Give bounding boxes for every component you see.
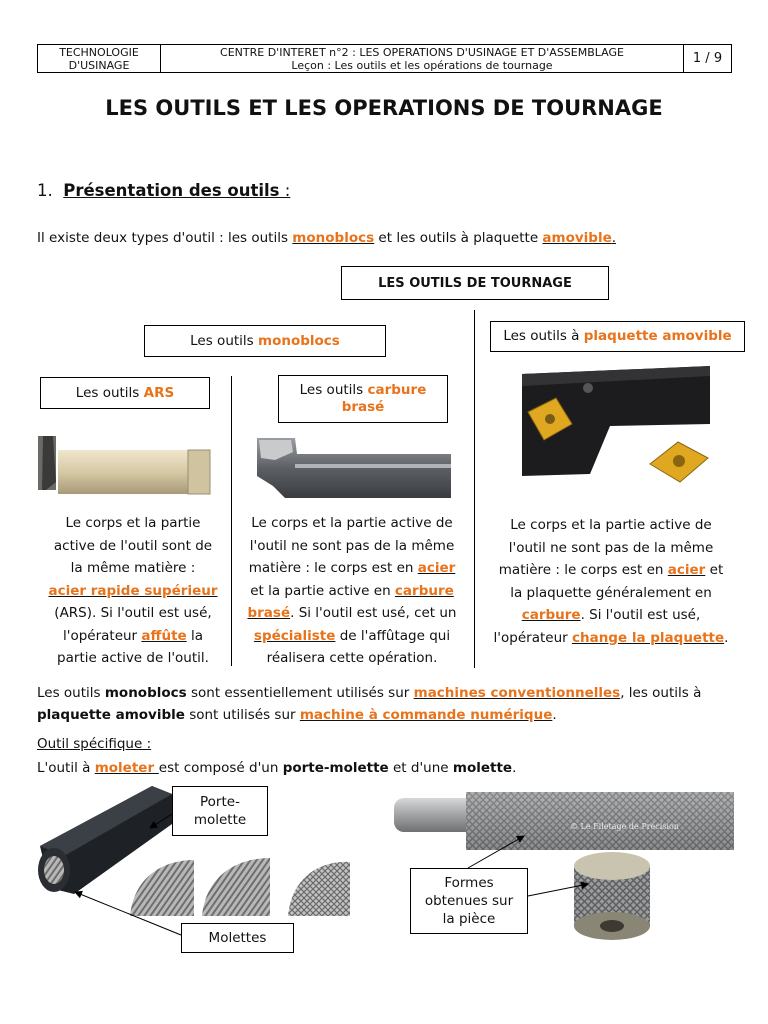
carbure-tool-image bbox=[255, 436, 453, 500]
carbure-keyword-carbure: carbure bbox=[394, 582, 454, 599]
ars-line7: partie active de l'outil. bbox=[57, 650, 209, 666]
image-watermark: © Le Filetage de Précision bbox=[570, 822, 679, 831]
box-carbure-pre: Les outils bbox=[299, 382, 368, 398]
plaquette-keyword-carbure: carbure bbox=[521, 607, 581, 623]
plaquette-keyword-acier: acier bbox=[667, 562, 706, 578]
header-subject bbox=[38, 45, 161, 72]
ars-keyword-affute: affûte bbox=[141, 627, 187, 644]
ars-line3: la même matière : bbox=[70, 560, 196, 576]
page-title: LES OUTILS ET LES OPERATIONS DE TOURNAGE bbox=[105, 96, 663, 120]
carbure-line2: l'outil ne sont pas de la même bbox=[249, 537, 455, 554]
intro-keyword-monoblocs: monoblocs bbox=[292, 230, 375, 246]
summary-t4: sont utilisés sur bbox=[184, 707, 300, 723]
carbure-line3a: matière : le corps est en bbox=[248, 560, 418, 576]
plaquette-keyword-change: change la plaquette bbox=[571, 629, 725, 646]
paragraph-ars bbox=[38, 512, 228, 670]
label-porte-line2: molette bbox=[193, 812, 247, 828]
intro-t3: . bbox=[611, 230, 617, 246]
box-plaquette-pre: Les outils à bbox=[503, 328, 580, 344]
box-outils-ars bbox=[40, 377, 210, 409]
label-porte-line1: Porte- bbox=[200, 794, 240, 810]
plaquette-line3a: matière : le corps est en bbox=[498, 562, 668, 578]
os-t4: . bbox=[512, 760, 517, 776]
ars-line1: Le corps et la partie bbox=[65, 515, 201, 531]
box-outils-tournage: LES OUTILS DE TOURNAGE bbox=[341, 266, 609, 300]
plaquette-line1: Le corps et la partie active de bbox=[510, 517, 712, 533]
header-page-number bbox=[684, 45, 731, 72]
plaquette-line6b: . bbox=[724, 629, 729, 646]
label-formes-line2: obtenues sur bbox=[424, 893, 514, 909]
page-number: 1 / 9 bbox=[692, 51, 723, 66]
header-center-line1: CENTRE D'INTERET n°2 : LES OPERATIONS D'USINAGE ET D'ASSEMBLAGE bbox=[220, 45, 624, 59]
ars-line5: (ARS). Si l'outil est usé, bbox=[54, 605, 212, 621]
ars-keyword-acier-rapide: acier rapide supérieur bbox=[48, 582, 218, 599]
plaquette-line3b: et bbox=[705, 562, 724, 578]
summary-bold-plaquette: plaquette amovible bbox=[37, 707, 185, 723]
summary-t5: . bbox=[552, 707, 557, 723]
os-t1: L'outil à bbox=[37, 760, 95, 776]
carbure-keyword-specialiste: spécialiste bbox=[253, 627, 336, 644]
outil-specifique-heading: Outil spécifique : bbox=[37, 736, 152, 752]
ars-line2: active de l'outil sont de bbox=[53, 537, 213, 554]
summary-t1: Les outils bbox=[37, 685, 105, 701]
label-molettes: Molettes bbox=[181, 923, 294, 953]
header-table bbox=[37, 44, 732, 73]
carbure-line1: Le corps et la partie active de bbox=[251, 515, 453, 531]
ars-line6b: la bbox=[186, 627, 204, 644]
box-ars-key: ARS bbox=[143, 384, 175, 401]
os-bold-molette: molette bbox=[452, 760, 513, 776]
section-colon: : bbox=[279, 181, 291, 200]
plaquette-line6a: l'opérateur bbox=[493, 629, 572, 646]
header-subject-line2: D'USINAGE bbox=[68, 58, 130, 72]
header-subject-line1: TECHNOLOGIE bbox=[59, 45, 139, 59]
os-bold-porte-molette: porte-molette bbox=[282, 760, 389, 776]
os-t2: est composé d'un bbox=[158, 760, 283, 776]
summary-t2: sont essentiellement utilisés sur bbox=[186, 685, 414, 701]
outil-specifique-text bbox=[37, 760, 516, 776]
intro-text bbox=[37, 230, 616, 246]
carbure-line4a: et la partie active en bbox=[250, 582, 395, 599]
box-outils-plaquette bbox=[490, 321, 745, 352]
box-monoblocs-key: monoblocs bbox=[258, 332, 340, 349]
label-formes-obtenues bbox=[410, 868, 528, 934]
box-ars-pre: Les outils bbox=[75, 384, 140, 401]
box-carbure-key1: carbure bbox=[367, 382, 427, 398]
section-number: 1. bbox=[37, 181, 53, 200]
carbure-keyword-brase: brasé bbox=[247, 605, 291, 621]
separator-ars-carbure bbox=[231, 376, 232, 666]
box-monoblocs-pre: Les outils bbox=[190, 332, 254, 349]
label-porte-molette bbox=[172, 786, 268, 836]
summary-keyword-commande-numerique: machine à commande numérique bbox=[299, 707, 553, 723]
intro-t2: et les outils à plaquette bbox=[374, 230, 543, 246]
plaquette-tool-image bbox=[520, 364, 740, 484]
paragraph-carbure bbox=[234, 512, 470, 670]
section-heading bbox=[37, 181, 290, 200]
carbure-line5b: . Si l'outil est usé, cet un bbox=[290, 605, 457, 621]
plaquette-line5b: . Si l'outil est usé, bbox=[580, 607, 701, 623]
carbure-line6b: de l'affûtage qui bbox=[335, 627, 451, 644]
ars-line6a: l'opérateur bbox=[62, 627, 142, 644]
header-center-line2: Leçon : Les outils et les opérations de tournage bbox=[291, 58, 553, 72]
carbure-line7: réalisera cette opération. bbox=[266, 650, 438, 666]
section-title: Présentation des outils bbox=[63, 181, 280, 200]
box-plaquette-key: plaquette amovible bbox=[583, 328, 732, 344]
os-t3: et d'une bbox=[388, 760, 453, 776]
intro-keyword-amovible: amovible bbox=[542, 230, 612, 246]
plaquette-line4: la plaquette généralement en bbox=[510, 584, 712, 601]
carbure-keyword-acier: acier bbox=[417, 560, 456, 576]
box-outils-monoblocs bbox=[144, 325, 386, 357]
label-formes-line3: la pièce bbox=[442, 911, 496, 927]
box-carbure-key2: brasé bbox=[341, 399, 385, 415]
os-keyword-moleter: moleter bbox=[94, 760, 159, 776]
plaquette-line2: l'outil ne sont pas de la même bbox=[508, 539, 714, 556]
summary-t3: , les outils à bbox=[620, 685, 702, 701]
header-lesson bbox=[161, 45, 684, 72]
summary-paragraph bbox=[37, 682, 701, 726]
separator-monobloc-plaquette bbox=[474, 310, 475, 668]
box-outils-carbure bbox=[278, 375, 448, 423]
label-formes-line1: Formes bbox=[444, 875, 494, 891]
ars-tool-image bbox=[38, 432, 213, 500]
summary-bold-monoblocs: monoblocs bbox=[104, 685, 187, 701]
intro-t1: Il existe deux types d'outil : les outils bbox=[37, 230, 293, 246]
summary-keyword-conventionnelles: machines conventionnelles bbox=[413, 685, 621, 701]
paragraph-plaquette bbox=[480, 514, 742, 649]
